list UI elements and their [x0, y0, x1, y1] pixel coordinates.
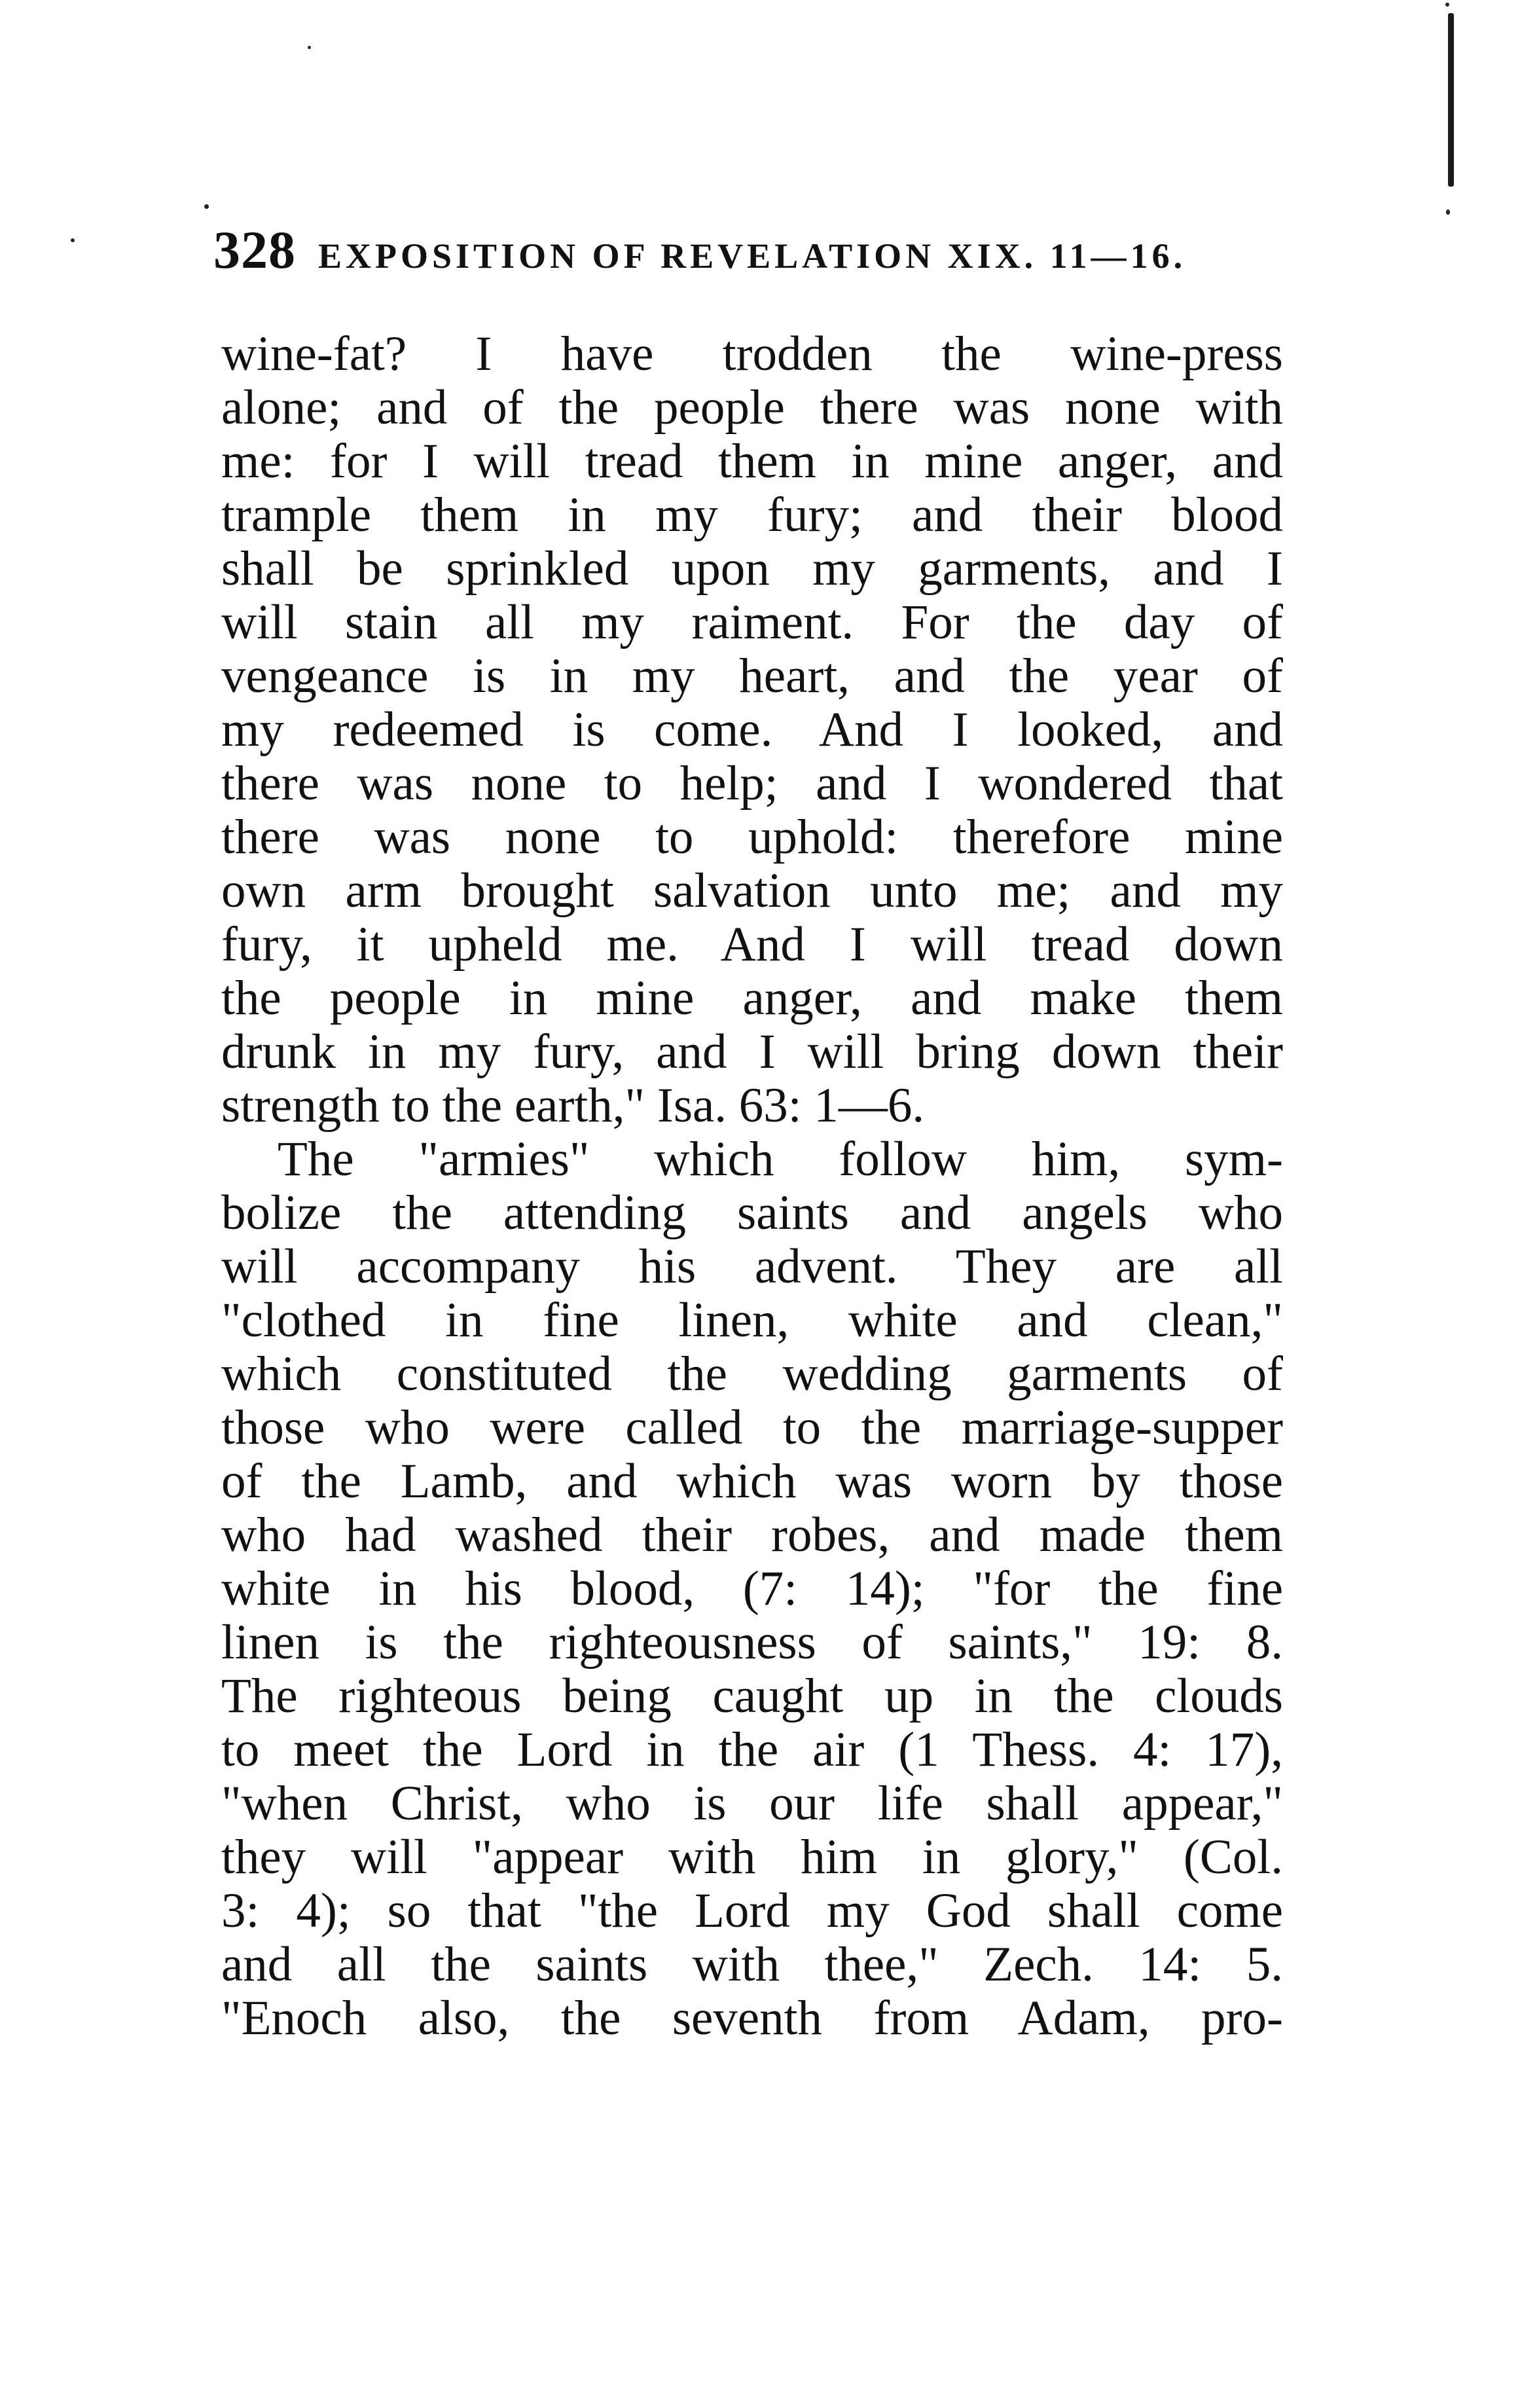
text-line: my redeemed is come. And I looked, and — [221, 703, 1283, 757]
text-line: wine-fat? I have trodden the wine-press — [221, 327, 1283, 381]
text-line: strength to the earth," Isa. 63: 1—6. — [221, 1079, 925, 1133]
text-line: and all the saints with thee," Zech. 14: 5. — [221, 1938, 1283, 1992]
text-line: who had washed their robes, and made them — [221, 1508, 1283, 1562]
text-line: there was none to uphold: therefore mine — [221, 811, 1283, 864]
text-line: will accompany his advent. They are all — [221, 1240, 1283, 1294]
text-line: there was none to help; and I wondered that — [221, 757, 1283, 811]
speck — [71, 238, 75, 242]
text-line: 3: 4); so that "the Lord my God shall come — [221, 1884, 1283, 1938]
text-line: those who were called to the marriage-supper — [221, 1401, 1283, 1455]
text-line: drunk in my fury, and I will bring down their — [221, 1025, 1283, 1079]
text-line: own arm brought salvation unto me; and my — [221, 864, 1283, 918]
page-number: 328 — [213, 220, 296, 280]
speck — [308, 46, 311, 49]
text-line: of the Lamb, and which was worn by those — [221, 1455, 1283, 1508]
text-line: white in his blood, (7: 14); "for the fine — [221, 1562, 1283, 1616]
text-line: "Enoch also, the seventh from Adam, pro- — [221, 1992, 1283, 2045]
text-line: alone; and of the people there was none with — [221, 381, 1283, 435]
page-edge-mark — [1448, 13, 1454, 187]
running-title: EXPOSITION OF REVELATION XIX. 11—16. — [318, 236, 1187, 276]
text-line: to meet the Lord in the air (1 Thess. 4: 17), — [221, 1723, 1283, 1777]
text-line: "clothed in fine linen, white and clean," — [221, 1294, 1283, 1347]
speck — [204, 204, 209, 209]
text-line: vengeance is in my heart, and the year of — [221, 649, 1283, 703]
body-text — [221, 327, 1283, 2045]
text-line: linen is the righteousness of saints," 19: 8. — [221, 1616, 1283, 1669]
text-line: trample them in my fury; and their blood — [221, 488, 1283, 542]
text-line: they will "appear with him in glory," (Col. — [221, 1831, 1283, 1884]
speck — [1445, 3, 1449, 7]
speck — [1446, 210, 1450, 215]
text-line: bolize the attending saints and angels who — [221, 1186, 1283, 1240]
text-line: fury, it upheld me. And I will tread down — [221, 918, 1283, 972]
text-line: me: for I will tread them in mine anger, and — [221, 435, 1283, 488]
text-line: The righteous being caught up in the clouds — [221, 1669, 1283, 1723]
text-line: will stain all my raiment. For the day of — [221, 596, 1283, 649]
text-line: shall be sprinkled upon my garments, and I — [221, 542, 1283, 596]
paragraph-start-line: The "armies" which follow him, sym- — [278, 1133, 1283, 1186]
text-line: "when Christ, who is our life shall appear," — [221, 1777, 1283, 1831]
text-line: which constituted the wedding garments of — [221, 1347, 1283, 1401]
running-head — [213, 219, 1208, 280]
text-line: the people in mine anger, and make them — [221, 972, 1283, 1025]
